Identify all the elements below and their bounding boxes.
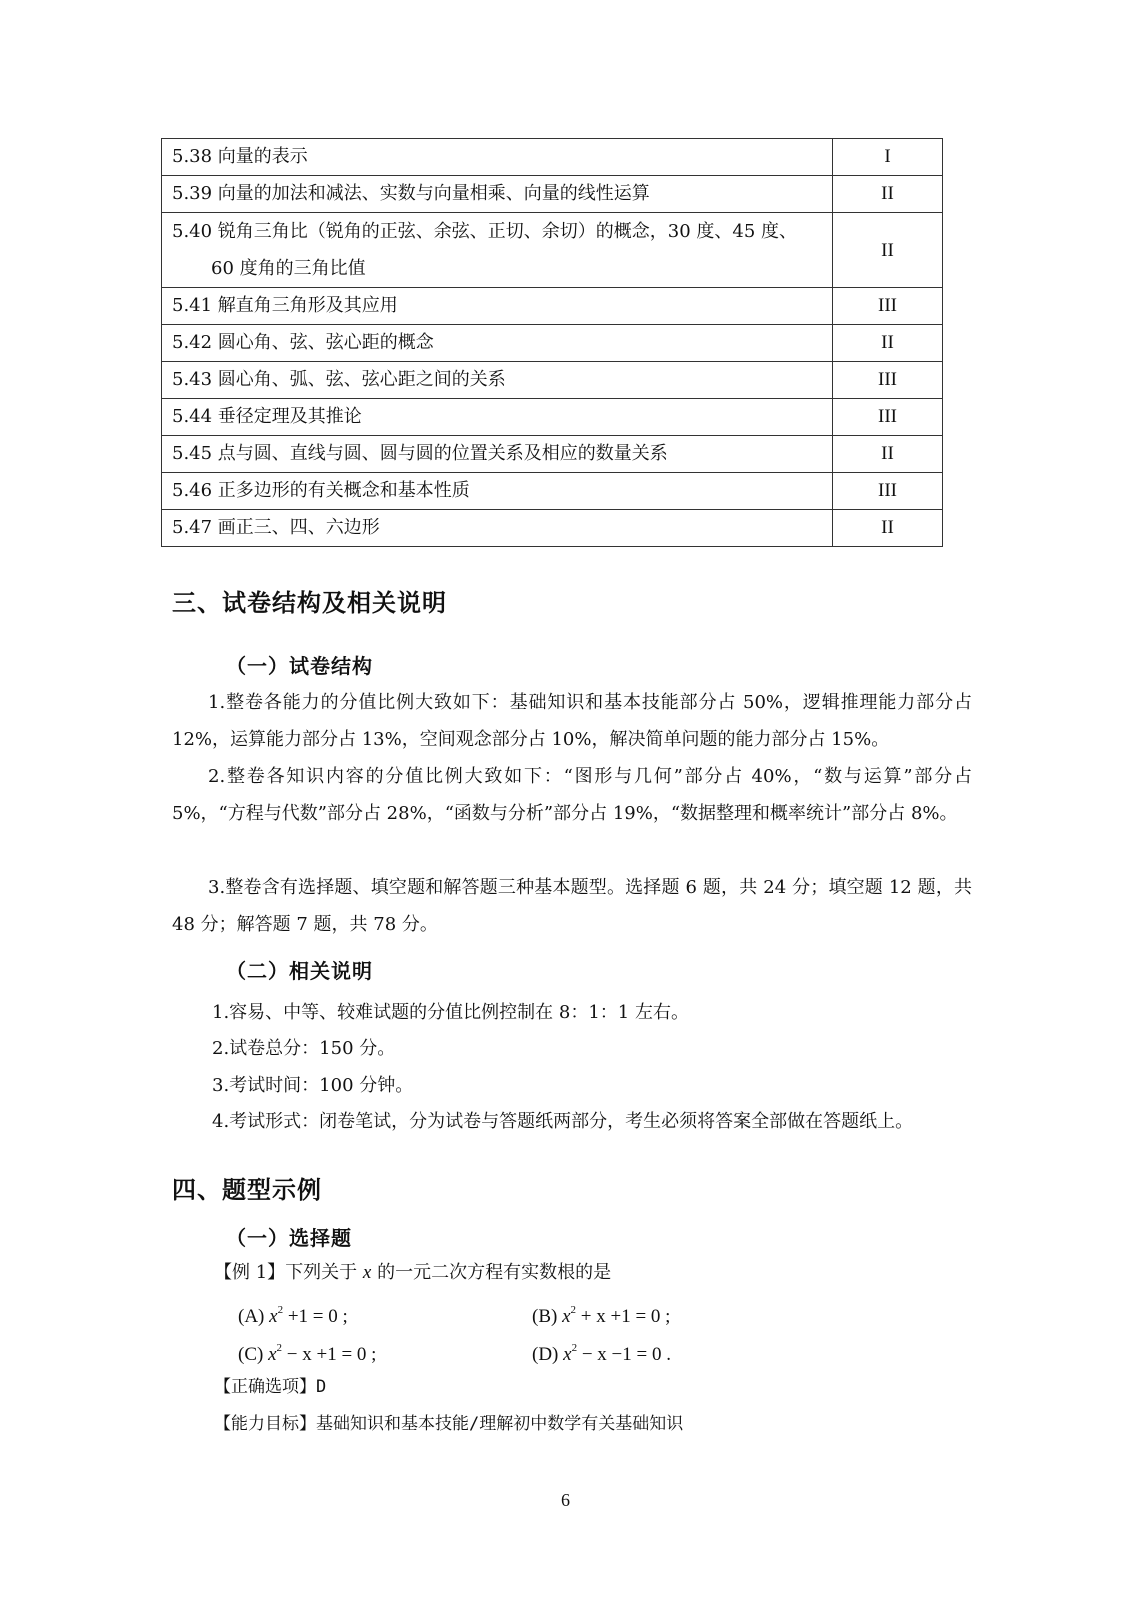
ability-line: 【能力目标】基础知识和基本技能/理解初中数学有关基础知识 <box>214 1414 684 1434</box>
topic-cell: 5.46 正多边形的有关概念和基本性质 <box>162 473 833 510</box>
option-expression: − x −1 = 0 . <box>577 1344 671 1365</box>
example-text: 的一元二次方程有实数根的是 <box>371 1262 612 1283</box>
table-row <box>162 473 943 510</box>
topic-cell: 5.38 向量的表示 <box>162 139 833 176</box>
subsection-title: （二）相关说明 <box>226 959 373 983</box>
paragraph <box>172 758 972 832</box>
paragraph-text: 2.整卷各知识内容的分值比例大致如下：“图形与几何”部分占 40%，“数与运算”部分占 5%，“方程与代数”部分占 28%，“函数与分析”部分占 19%，“数据整理和概率统计”部分占 8%。 <box>172 766 972 824</box>
variable-x: x <box>268 1344 277 1365</box>
option-expression: +1 = 0 ; <box>283 1306 348 1327</box>
level-cell: II <box>833 325 943 362</box>
section-title: 三、试卷结构及相关说明 <box>172 589 447 617</box>
topic-cell: 5.43 圆心角、弧、弦、弦心距之间的关系 <box>162 362 833 399</box>
paragraph <box>172 869 972 943</box>
table-row <box>162 362 943 399</box>
table-row <box>162 436 943 473</box>
option-label: (B) <box>532 1306 558 1327</box>
topic-cell: 5.44 垂径定理及其推论 <box>162 399 833 436</box>
list-item: 2.试卷总分：150 分。 <box>212 1038 396 1059</box>
topic-cell: 5.47 画正三、四、六边形 <box>162 510 833 547</box>
table-row <box>162 510 943 547</box>
example-label: 【例 1】 <box>214 1262 286 1283</box>
option-d: (D) $x^2 - x -1 = 0$ . <box>532 1342 671 1365</box>
option-b: (B) $x^2 + x +1 = 0$ ; <box>532 1304 671 1327</box>
list-item: 1.容易、中等、较难试题的分值比例控制在 8：1：1 左右。 <box>212 1002 689 1023</box>
table-row <box>162 325 943 362</box>
page-number: 6 <box>561 1490 570 1510</box>
list-item: 3.考试时间：100 分钟。 <box>212 1075 414 1096</box>
topic-cell: 5.42 圆心角、弦、弦心距的概念 <box>162 325 833 362</box>
subsection-title: （一）试卷结构 <box>226 654 373 678</box>
level-cell: I <box>833 139 943 176</box>
example-text: 下列关于 <box>285 1262 363 1283</box>
example-question <box>214 1258 611 1288</box>
variable-x: x <box>362 1262 372 1283</box>
paragraph-text: 3.整卷含有选择题、填空题和解答题三种基本题型。选择题 6 题，共 24 分；填空题 12 题，共 48 分；解答题 7 题，共 78 分。 <box>172 877 972 935</box>
table-row <box>162 288 943 325</box>
option-expression: + x +1 = 0 ; <box>576 1306 671 1327</box>
level-cell: III <box>833 399 943 436</box>
topic-text-continued: 60 度角的三角比值 <box>211 258 366 279</box>
list-item: 4.考试形式：闭卷笔试，分为试卷与答题纸两部分，考生必须将答案全部做在答题纸上。 <box>212 1111 914 1132</box>
level-cell: II <box>833 436 943 473</box>
table-row <box>162 176 943 213</box>
level-cell: II <box>833 176 943 213</box>
paragraph <box>172 684 972 758</box>
topic-cell <box>162 213 833 288</box>
variable-x: x <box>269 1306 278 1327</box>
table-row <box>162 139 943 176</box>
topic-text: 5.40 锐角三角比（锐角的正弦、余弦、正切、余切）的概念，30 度、45 度、 <box>172 221 798 242</box>
answer-line: 【正确选项】D <box>214 1377 327 1397</box>
table-row <box>162 399 943 436</box>
level-cell: III <box>833 288 943 325</box>
requirements-table <box>161 138 943 547</box>
topic-cell: 5.39 向量的加法和减法、实数与向量相乘、向量的线性运算 <box>162 176 833 213</box>
option-label: (A) <box>238 1306 265 1327</box>
topic-cell: 5.41 解直角三角形及其应用 <box>162 288 833 325</box>
level-cell: II <box>833 213 943 288</box>
subsection-title: （一）选择题 <box>226 1226 352 1250</box>
section-title: 四、题型示例 <box>172 1176 322 1204</box>
option-label: (D) <box>532 1344 559 1365</box>
option-c: (C) $x^2 - x +1 = 0$ ; <box>238 1342 377 1365</box>
level-cell: III <box>833 362 943 399</box>
option-label: (C) <box>238 1344 264 1365</box>
level-cell: III <box>833 473 943 510</box>
variable-x: x <box>562 1306 571 1327</box>
table-row <box>162 213 943 288</box>
topic-cell: 5.45 点与圆、直线与圆、圆与圆的位置关系及相应的数量关系 <box>162 436 833 473</box>
variable-x: x <box>563 1344 572 1365</box>
option-a: (A) $x^2 +1 = 0$ ; <box>238 1304 348 1327</box>
level-cell: II <box>833 510 943 547</box>
option-expression: − x +1 = 0 ; <box>282 1344 377 1365</box>
paragraph-text: 1.整卷各能力的分值比例大致如下：基础知识和基本技能部分占 50%，逻辑推理能力部分占 12%，运算能力部分占 13%，空间观念部分占 10%，解决简单问题的能力部分占 15%。 <box>172 692 972 750</box>
